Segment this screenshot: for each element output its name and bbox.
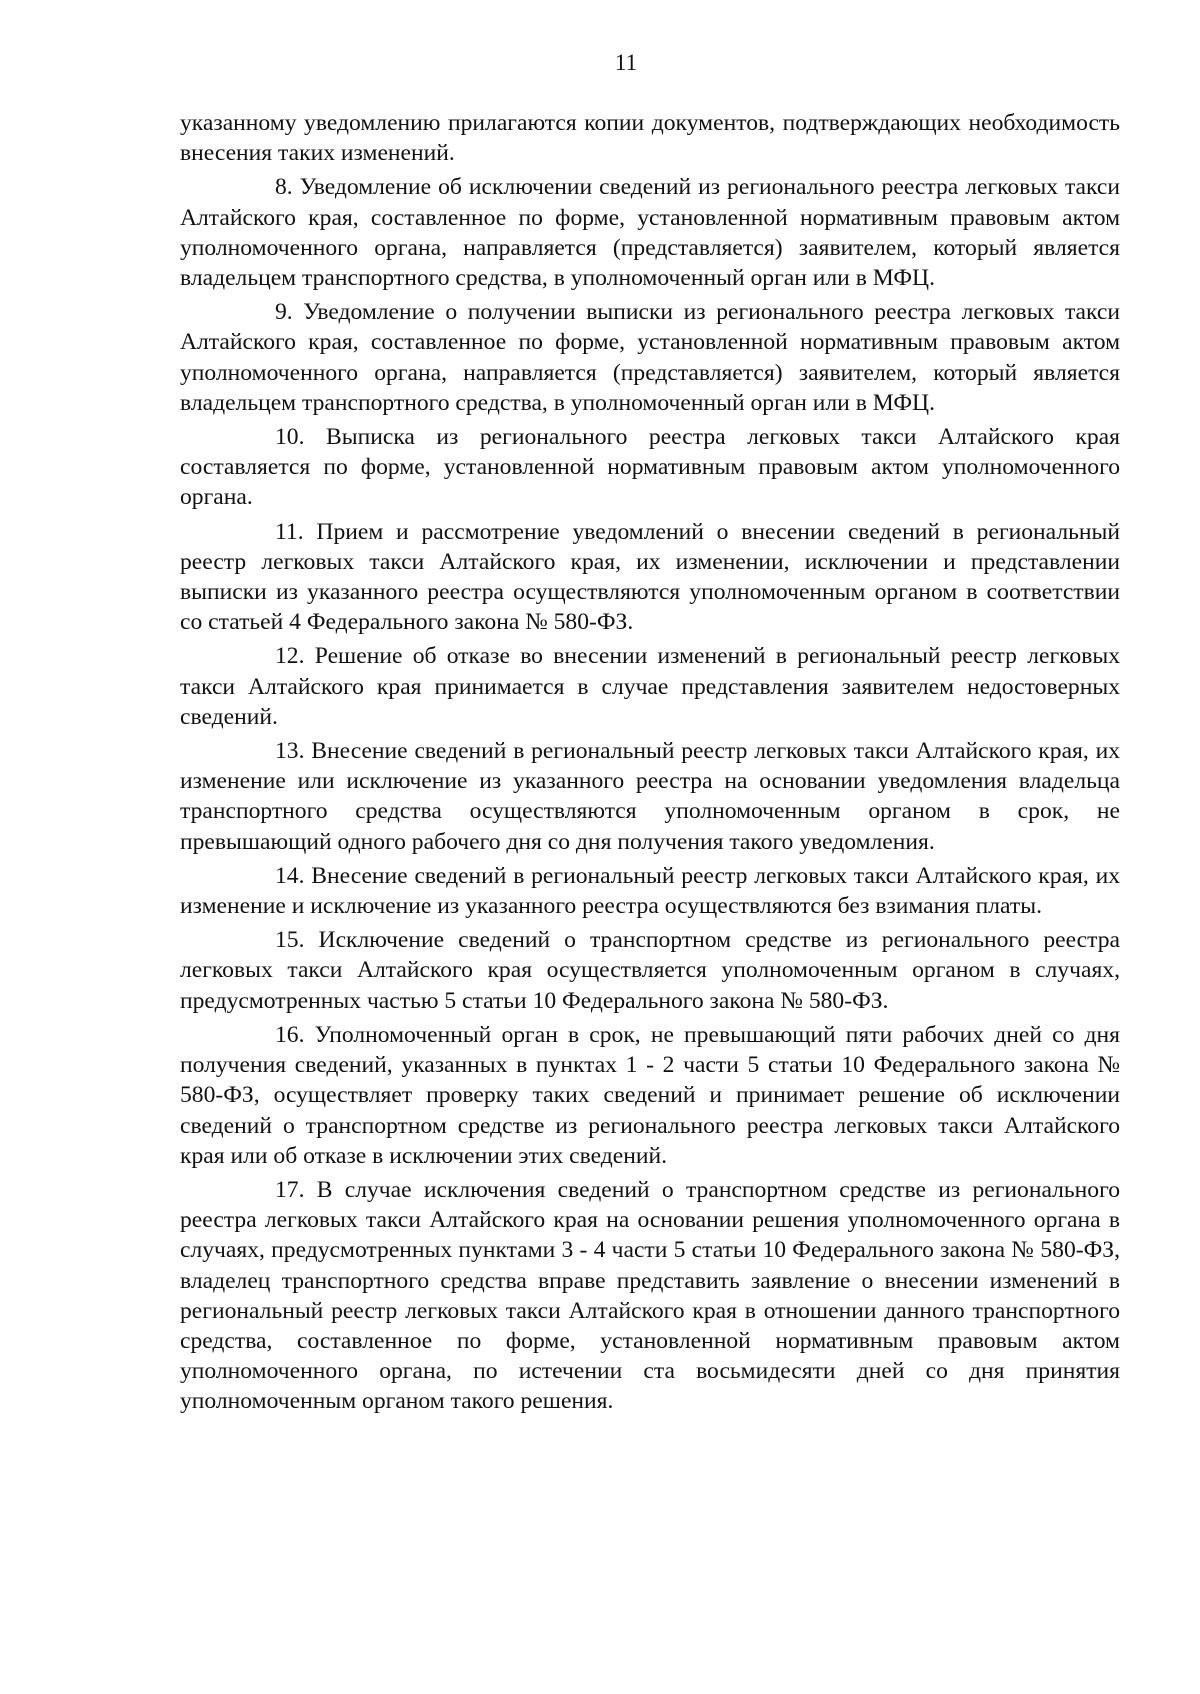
page-number: 11 [614,50,638,75]
paragraph-16: 16. Уполномоченный орган в срок, не превышающий пяти рабочих дней со дня получения сведений, указанных в пунктах 1 - 2 части 5 статьи 10 Федерального закона № 580-ФЗ, осуществляет проверку таких сведений и принимает решение об исключении сведений о транспортном средстве из регионального реестра легковых такси Алтайского края или об отказе в исключении этих сведений. [180,1021,1120,1169]
paragraph-continuation: указанному уведомлению прилагаются копии документов, подтверждающих необходимость внесения таких изменений. [180,110,1120,167]
paragraph-10: 10. Выписка из регионального реестра легковых такси Алтайского края составляется по форме, установленной нормативным правовым актом уполномоченного органа. [180,424,1120,511]
paragraph-17: 17. В случае исключения сведений о транспортном средстве из регионального реестра легковых такси Алтайского края на основании решения уполномоченного органа в случаях, предусмотренных пунктами 3 - 4 части 5 статьи 10 Федерального закона № 580-ФЗ, владелец транспортного средства вправе представить заявление о внесении изменений в региональный реестр легковых такси Алтайского края в отношении данного транспортного средства, составленное по форме, установленной нормативным правовым актом уполномоченного органа, по истечении ста восьмидесяти дней со дня принятия уполномоченным органом такого решения. [180,1176,1120,1415]
paragraph-14: 14. Внесение сведений в региональный реестр легковых такси Алтайского края, их изменение и исключение из указанного реестра осуществляются без взимания платы. [180,862,1120,920]
paragraph-11: 11. Прием и рассмотрение уведомлений о внесении сведений в региональный реестр легковых такси Алтайского края, их изменении, исключении и представлении выписки из указанного реестра осуществляются уполномоченным органом в соответствии со статьей 4 Федерального закона № 580-ФЗ. [180,518,1120,636]
paragraph-8: 8. Уведомление об исключении сведений из регионального реестра легковых такси Алтайского края, составленное по форме, установленной нормативным правовым актом уполномоченного органа, направляется (представляется) заявителем, который является владельцем транспортного средства, в уполномоченный орган или в МФЦ. [180,174,1120,292]
paragraph-9: 9. Уведомление о получении выписки из регионального реестра легковых такси Алтайского края, составленное по форме, установленной нормативным правовым актом уполномоченного органа, направляется (представляется) заявителем, который является владельцем транспортного средства, в уполномоченный орган или в МФЦ. [180,299,1120,416]
paragraph-13: 13. Внесение сведений в региональный реестр легковых такси Алтайского края, их изменение или исключение из указанного реестра на основании уведомления владельца транспортного средства осуществляются уполномоченным органом в срок, не превышающий одного рабочего дня со дня получения такого уведомления. [180,738,1120,855]
paragraph-15: 15. Исключение сведений о транспортном средстве из регионального реестра легковых такси Алтайского края осуществляется уполномоченным органом в случаях, предусмотренных частью 5 статьи 10 Федерального закона № 580-ФЗ. [180,927,1120,1014]
document-body [180,108,1120,1421]
paragraph-12: 12. Решение об отказе во внесении изменений в региональный реестр легковых такси Алтайского края принимается в случае представления заявителем недостоверных сведений. [180,643,1120,730]
